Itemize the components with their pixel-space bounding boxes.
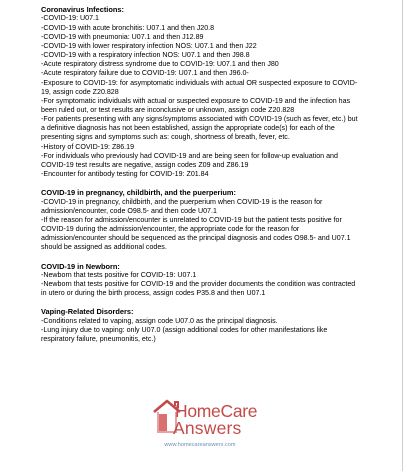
text-line: -COVID-19 with acute bronchitis: U07.1 and then J20.8 <box>41 23 215 32</box>
text-line: -For symptomatic individuals with actual or suspected exposure to COVID-19 and the infection has been ruled out, or test results are inconclusive or unknown, assign code Z20.828 <box>41 96 351 114</box>
text-line: -For patients presenting with any signs/symptoms associated with COVID-19 (such as fever, etc.) but a definitive diagnosis has not been established, assign the appropriate code(s) for each of the presenting signs and symptoms such as: cough, shortness of breath, fever, etc. <box>41 115 358 142</box>
section-heading: Coronavirus Infections: <box>41 5 124 14</box>
section-heading: Vaping-Related Disorders: <box>41 307 134 317</box>
text-line: -Newborn that tests positive for COVID-19: U07.1 <box>41 270 197 279</box>
text-line: -COVID-19 in pregnancy, childbirth, and the puerperium when COVID-19 is the reason for admission/encounter, code O98.5- and then code U07.1 <box>41 197 323 215</box>
text-line: -COVID-19 with lower respiratory infection NOS: U07.1 and then J22 <box>41 41 257 50</box>
text-line: -Acute respiratory failure due to COVID-19: U07.1 and then J96.0- <box>41 69 249 78</box>
text-line: -COVID-19 with a respiratory infection NOS: U07.1 and then J98.8 <box>41 51 250 60</box>
homecare-answers-logo <box>152 398 262 454</box>
logo-line-1: HomeCare <box>175 401 258 421</box>
section-vaping-disorders <box>41 307 359 344</box>
text-line: -Conditions related to vaping, assign code U07.0 as the principal diagnosis. <box>41 316 278 325</box>
text-line: -For individuals who previously had COVID-19 and are being seen for follow-up evaluation and COVID-19 test results are negative, assign codes Z09 and Z86.19 <box>41 151 338 169</box>
logo-line-2: Answers <box>173 418 242 438</box>
section-heading: COVID-19 in pregnancy, childbirth, and the puerperium: <box>41 188 236 198</box>
document-body <box>41 5 359 353</box>
text-line: -COVID-19: U07.1 <box>41 14 99 23</box>
text-line: -Exposure to COVID-19: for asymptomatic individuals with actual OR suspected exposure to COVID-19, assign code Z20.828 <box>41 78 358 96</box>
logo-url-link[interactable]: www.homecareanswers.com <box>164 442 236 448</box>
section-heading: COVID-19 in Newborn: <box>41 261 120 271</box>
text-line: -Acute respiratory distress syndrome due to COVID-19: U07.1 and then J80 <box>41 60 279 69</box>
text-line: -Newborn that tests positive for COVID-19 and the provider documents the condition was contracted in utero or during the birth process, assign codes P35.8 and then U07.1 <box>41 280 356 298</box>
text-line: -Lung injury due to vaping: only U07.0 (assign additional codes for other manifestations like respiratory failure, pneumonitis, etc.) <box>41 326 328 344</box>
text-line: -COVID-19 with pneumonia: U07.1 and then J12.89 <box>41 32 204 41</box>
section-covid-pregnancy <box>41 188 359 252</box>
text-line: -History of COVID-19: Z86.19 <box>41 142 135 151</box>
text-line: -Encounter for antibody testing for COVID-19: Z01.84 <box>41 170 209 179</box>
section-covid-newborn <box>41 262 359 299</box>
text-line: -If the reason for admission/encounter is unrelated to COVID-19 but the patient tests positive for COVID-19 during the admission/encounter, the appropriate code for the reason for admission/encounter should be sequenced as the principal diagnosis and codes O98.5- and U07.1 should be assigned as additional codes. <box>41 215 351 252</box>
section-coronavirus-infections <box>41 5 359 179</box>
